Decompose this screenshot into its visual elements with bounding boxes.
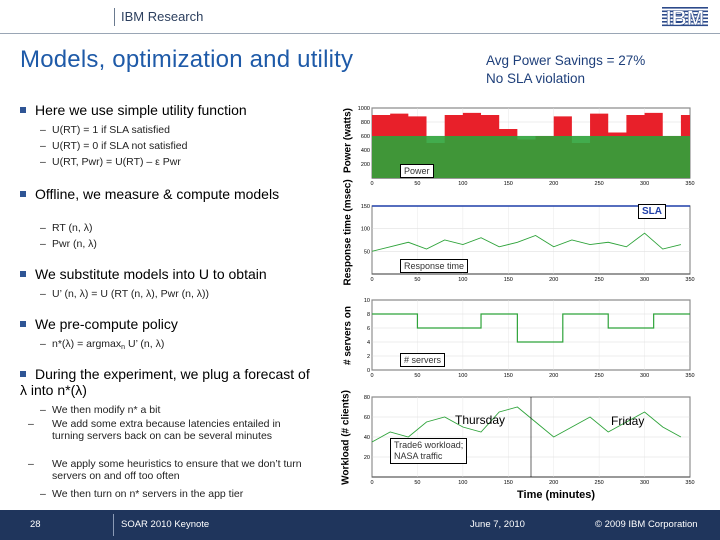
sub-bullet: – U(RT, Pwr) = U(RT) – ε Pwr xyxy=(40,156,181,168)
bullet-square-icon xyxy=(20,371,26,377)
sub-bullet: – We then turn on n* servers in the app tier xyxy=(40,488,244,500)
x-axis-label: Time (minutes) xyxy=(517,489,596,501)
x-tick-label: 50 xyxy=(414,373,421,379)
servers-ylabel: # servers on xyxy=(342,306,354,365)
savings-line-2: No SLA violation xyxy=(486,71,586,86)
bullet-4: We pre-compute policy xyxy=(20,316,178,332)
x-tick-label: 200 xyxy=(549,277,559,283)
x-tick-label: 250 xyxy=(594,181,604,187)
x-tick-label: 50 xyxy=(414,480,421,486)
y-tick-label: 200 xyxy=(360,162,370,168)
org-name: IBM Research xyxy=(121,9,204,24)
y-tick-label: 100 xyxy=(360,226,370,233)
page-title: Models, optimization and utility xyxy=(20,46,354,73)
x-tick-label: 50 xyxy=(414,277,421,283)
workload-legend: Trade6 workload; NASA traffic xyxy=(390,438,467,464)
x-tick-label: 200 xyxy=(549,373,559,379)
x-tick-label: 250 xyxy=(594,480,604,486)
bullet-5: During the experiment, we plug a forecast of λ into n*(λ) xyxy=(20,366,310,398)
x-tick-label: 150 xyxy=(503,480,513,486)
day-thursday: Thursday xyxy=(455,413,506,427)
bullet-2: Offline, we measure & compute models xyxy=(20,186,310,202)
x-tick-label: 50 xyxy=(414,181,421,187)
x-tick-label: 300 xyxy=(639,181,650,187)
y-tick-label: 2 xyxy=(366,354,370,360)
sub-bullet: – U’ (n, λ) = U (RT (n, λ), Pwr (n, λ)) xyxy=(40,288,210,300)
bullet-3: We substitute models into U to obtain xyxy=(20,266,267,282)
bullet-square-icon xyxy=(20,321,26,327)
y-tick-label: 800 xyxy=(360,120,370,126)
response-ylabel: Response time (msec) xyxy=(342,179,354,286)
sub-bullet: – U(RT) = 0 if SLA not satisfied xyxy=(40,140,188,152)
x-tick-label: 0 xyxy=(370,277,374,283)
x-tick-label: 200 xyxy=(549,480,559,486)
ibm-logo xyxy=(662,4,708,30)
y-tick-label: 80 xyxy=(363,395,370,401)
x-tick-label: 100 xyxy=(458,181,468,187)
x-tick-label: 350 xyxy=(685,373,695,379)
footer-date: June 7, 2010 xyxy=(470,519,525,530)
x-tick-label: 100 xyxy=(458,277,468,283)
savings-line-1: Avg Power Savings = 27% xyxy=(486,53,646,68)
y-tick-label: 10 xyxy=(363,298,370,304)
power-ylabel: Power (watts) xyxy=(342,108,354,174)
y-tick-label: 50 xyxy=(363,249,370,256)
sub-bullet: – We add some extra because latencies entailed in turning servers back on can be several minutes xyxy=(28,418,281,442)
x-tick-label: 300 xyxy=(639,480,650,486)
y-tick-label: 4 xyxy=(366,340,370,346)
x-tick-label: 100 xyxy=(458,480,468,486)
sub-bullet: – U(RT) = 1 if SLA satisfied xyxy=(40,124,170,136)
page-number: 28 xyxy=(30,519,41,530)
y-tick-label: 6 xyxy=(366,326,370,332)
sub-bullet: – n*(λ) = argmax$_n$ U’ (n, λ) xyxy=(40,338,165,351)
power-legend: Power xyxy=(400,164,434,178)
sub-bullet: – We apply some heuristics to ensure that we don’t turn servers on and off too often xyxy=(28,458,302,482)
y-tick-label: 400 xyxy=(360,148,370,154)
footer-divider xyxy=(113,514,114,536)
sla-label: SLA xyxy=(638,204,666,219)
x-tick-label: 300 xyxy=(639,277,650,283)
sub-bullet: – We then modify n* a bit xyxy=(40,404,161,416)
workload-ylabel: Workload (# clients) xyxy=(340,390,352,485)
bullet-square-icon xyxy=(20,191,26,197)
x-tick-label: 350 xyxy=(685,277,695,283)
y-tick-label: 40 xyxy=(363,435,370,441)
x-tick-label: 150 xyxy=(503,373,513,379)
x-tick-label: 250 xyxy=(594,277,604,283)
x-tick-label: 100 xyxy=(458,373,468,379)
savings-callout xyxy=(486,52,645,88)
x-tick-label: 350 xyxy=(685,181,695,187)
bullet-1: Here we use simple utility function xyxy=(20,102,247,118)
header-divider xyxy=(114,8,115,26)
x-tick-label: 0 xyxy=(370,181,374,187)
copyright: © 2009 IBM Corporation xyxy=(595,519,698,530)
y-tick-label: 8 xyxy=(366,312,370,318)
x-tick-label: 150 xyxy=(503,181,513,187)
x-tick-label: 250 xyxy=(594,373,604,379)
header-bar xyxy=(0,0,720,34)
sub-bullet: – Pwr (n, λ) xyxy=(40,238,97,250)
header-rule xyxy=(0,33,720,34)
y-tick-label: 60 xyxy=(363,415,370,421)
x-tick-label: 0 xyxy=(370,480,374,486)
logo-text: IBM xyxy=(665,7,705,30)
servers-legend: # servers xyxy=(400,353,445,367)
day-friday: Friday xyxy=(611,414,645,428)
y-tick-label: 0 xyxy=(366,368,370,374)
response-legend: Response time xyxy=(400,259,468,273)
x-tick-label: 300 xyxy=(639,373,650,379)
sub-bullet: – RT (n, λ) xyxy=(40,222,93,234)
y-tick-label: 20 xyxy=(363,455,370,461)
bullet-square-icon xyxy=(20,107,26,113)
x-tick-label: 0 xyxy=(370,373,374,379)
x-tick-label: 150 xyxy=(503,277,513,283)
bullet-square-icon xyxy=(20,271,26,277)
y-tick-label: 150 xyxy=(360,204,370,210)
x-tick-label: 350 xyxy=(685,480,695,486)
y-tick-label: 600 xyxy=(360,134,370,140)
event-name: SOAR 2010 Keynote xyxy=(121,519,210,530)
y-tick-label: 1000 xyxy=(357,106,370,112)
x-tick-label: 200 xyxy=(549,181,559,187)
footer-bar xyxy=(0,510,720,540)
charts-panel xyxy=(320,100,700,510)
